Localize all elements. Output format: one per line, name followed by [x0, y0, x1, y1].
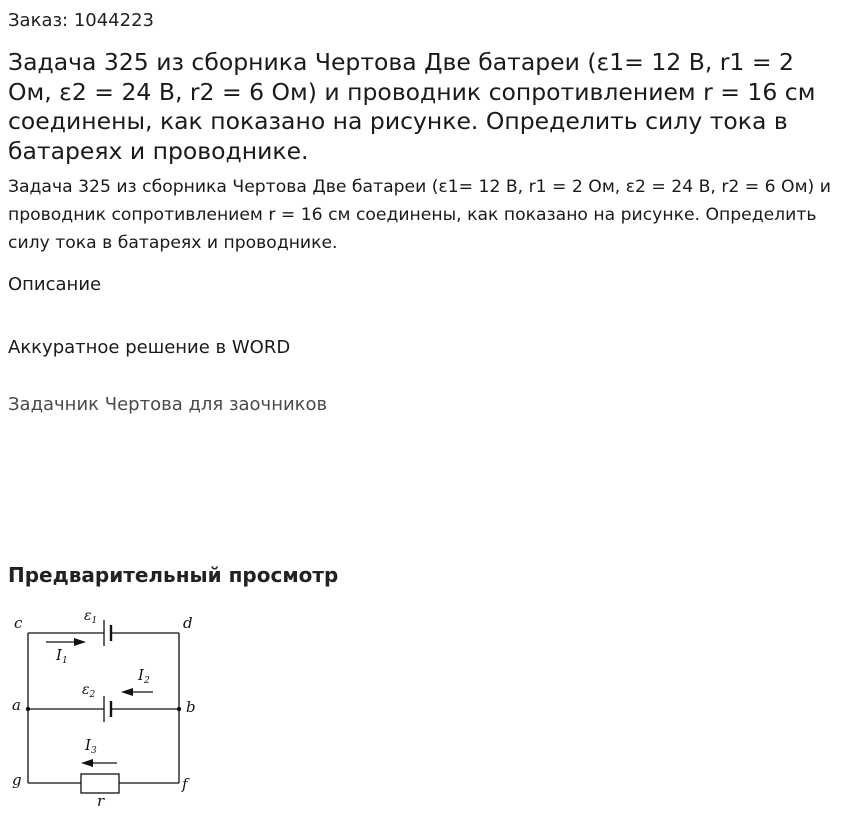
resistor [81, 774, 119, 793]
node-label-f: f [182, 775, 188, 793]
resistor-label: r [97, 792, 105, 810]
current2-arrowhead [121, 688, 133, 696]
current3-arrowhead [81, 759, 93, 767]
current1-label [55, 646, 68, 666]
node-a-dot [26, 707, 30, 711]
current1-symbol: I [56, 646, 62, 664]
node-label-g: g [12, 771, 22, 789]
current2-subscript: 2 [143, 676, 150, 686]
current2-label [137, 666, 150, 686]
emf1-label [84, 608, 97, 626]
current2-symbol: I [138, 666, 144, 684]
book-category-link[interactable]: Задачник Чертова для заочников [8, 394, 328, 415]
current3-label [84, 736, 97, 756]
task-description: Задача 325 из сборника Чертова Две батареи (ε1= 12 В, r1 = 2 Ом, ε2 = 24 В, r2 = 6 Ом) и проводник сопротивлением r = 16 см соединены, как показано на рисунке. Определить силу тока в батареях и проводнике. [8, 177, 831, 253]
emf1-subscript: 1 [91, 616, 98, 626]
node-label-d: d [183, 614, 193, 632]
current1-arrowhead [74, 638, 86, 646]
emf1-symbol: ε [84, 608, 92, 624]
current3-symbol: I [85, 736, 91, 754]
node-label-c: c [14, 614, 23, 632]
emf2-label [82, 682, 96, 700]
preview-heading: Предварительный просмотр [8, 563, 339, 587]
emf2-symbol: ε [82, 682, 90, 698]
description-heading: Описание [8, 274, 102, 295]
current3-subscript: 3 [90, 746, 97, 756]
solution-format-note: Аккуратное решение в WORD [8, 337, 291, 358]
circuit-diagram [0, 600, 220, 820]
emf2-subscript: 2 [89, 690, 96, 700]
node-b-dot [177, 707, 181, 711]
node-label-b: b [186, 698, 196, 716]
node-label-a: a [12, 696, 21, 714]
order-number: Заказ: 1044223 [8, 10, 154, 31]
task-title: Задача 325 из сборника Чертова Две батареи (ε1= 12 В, r1 = 2 Ом, ε2 = 24 В, r2 = 6 Ом) и проводник сопротивлением r = 16 см соединены, как показано на рисунке. Определить силу тока в батареях и проводнике. [8, 48, 816, 165]
current1-subscript: 1 [61, 656, 68, 666]
